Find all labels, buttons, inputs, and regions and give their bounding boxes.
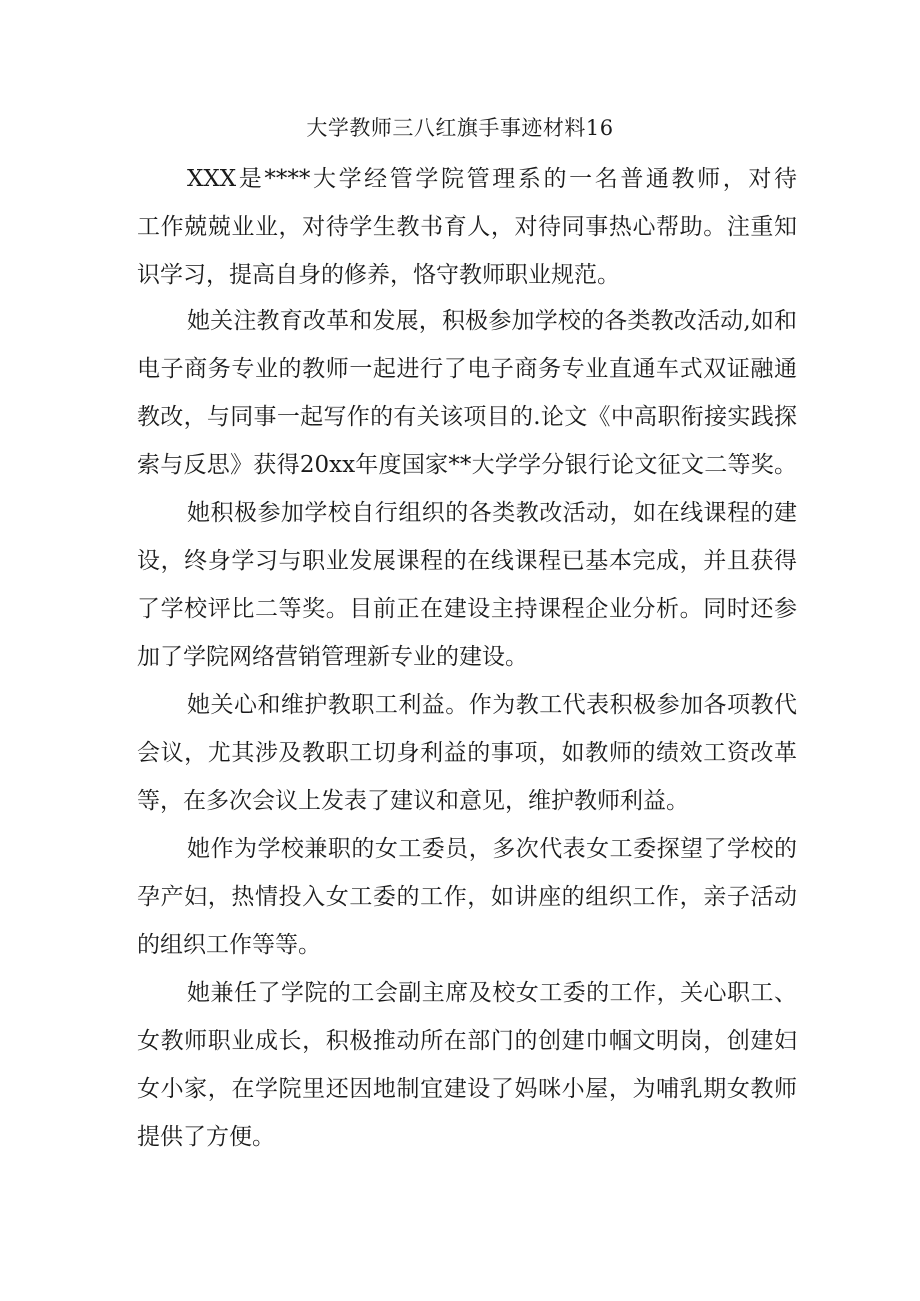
paragraph-6-line-2: 女教师职业成长，积极推动所在部门的创建巾帼文明岗，创建妇 [137, 1028, 797, 1054]
paragraph-4-line-1: 她关心和维护教职工利益。作为教工代表积极参加各项教代 [187, 692, 797, 718]
document-title: 大学教师三八红旗手事迹材料16 [306, 116, 614, 140]
paragraph-1-line-3: 识学习，提高自身的修养，恪守教师职业规范。 [137, 262, 620, 288]
paragraph-2-line-4: 索与反思》获得20xx年度国家**大学学分银行论文征文二等奖。 [137, 452, 797, 478]
paragraph-6-line-3: 女小家，在学院里还因地制宜建设了妈咪小屋，为哺乳期女教师 [137, 1076, 797, 1102]
paragraph-5-line-2: 孕产妇，热情投入女工委的工作，如讲座的组织工作，亲子活动 [137, 884, 797, 910]
paragraph-2-line-1: 她关注教育改革和发展，积极参加学校的各类教改活动,如和 [187, 308, 797, 334]
paragraph-2-line-2: 电子商务专业的教师一起进行了电子商务专业直通车式双证融通 [137, 356, 797, 382]
paragraph-3-line-3: 了学校评比二等奖。目前正在建设主持课程企业分析。同时还参 [137, 596, 797, 622]
paragraph-6-line-1: 她兼任了学院的工会副主席及校女工委的工作，关心职工、 [187, 980, 797, 1006]
paragraph-5-line-1: 她作为学校兼职的女工委员，多次代表女工委探望了学校的 [187, 836, 797, 862]
paragraph-2-line-3: 教改，与同事一起写作的有关该项目的.论文《中高职衔接实践探 [137, 404, 797, 430]
paragraph-6-line-4: 提供了方便。 [137, 1124, 275, 1150]
paragraph-4-line-2: 会议，尤其涉及教职工切身利益的事项，如教师的绩效工资改革 [137, 740, 797, 766]
paragraph-3-line-4: 加了学院网络营销管理新专业的建设。 [137, 644, 528, 670]
paragraph-3-line-2: 设，终身学习与职业发展课程的在线课程已基本完成，并且获得 [137, 548, 797, 574]
paragraph-5-line-3: 的组织工作等等。 [137, 932, 321, 958]
paragraph-1-line-1: XXX是****大学经管学院管理系的一名普通教师，对待 [187, 166, 797, 192]
paragraph-1-line-2: 工作兢兢业业，对待学生教书育人，对待同事热心帮助。注重知 [137, 214, 797, 240]
paragraph-4-line-3: 等，在多次会议上发表了建议和意见，维护教师利益。 [137, 788, 689, 814]
paragraph-3-line-1: 她积极参加学校自行组织的各类教改活动，如在线课程的建 [187, 500, 797, 526]
